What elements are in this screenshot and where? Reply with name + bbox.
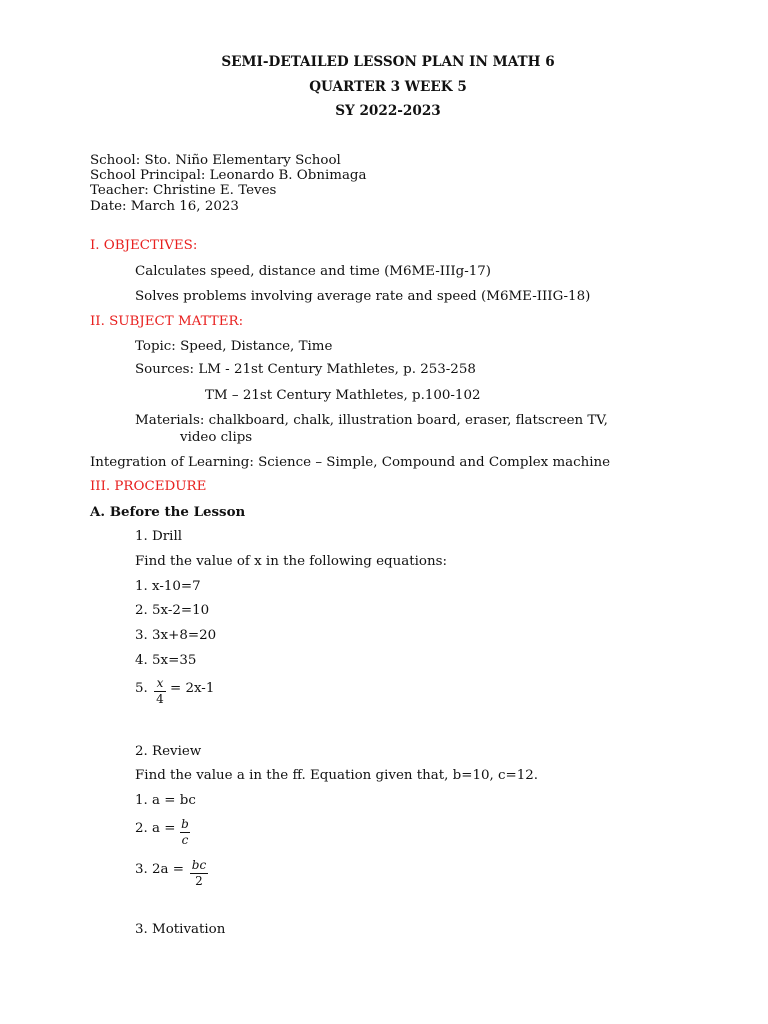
info-date: Date: March 16, 2023 [90,199,239,214]
drill-item-5-prefix: 5. [135,681,148,696]
subject-materials: Materials: chalkboard, chalk, illustration board, eraser, flatscreen TV, [135,413,608,428]
drill-item: 2. 5x-2=10 [135,603,210,618]
drill-item: 3. 3x+8=20 [135,628,217,643]
motivation-title: 3. Motivation [135,922,226,937]
subject-sources-tm: TM – 21st Century Mathletes, p.100-102 [205,388,481,403]
drill-instruction: Find the value of x in the following equations: [135,554,447,569]
review-item-3-prefix: 3. 2a = [135,862,185,877]
fraction-numerator: x [156,676,164,690]
procedure-heading: III. PROCEDURE [90,479,207,494]
fraction-denominator: 2 [195,874,203,888]
review-item-2-prefix: 2. a = [135,821,176,836]
subject-matter-heading: II. SUBJECT MATTER: [90,314,244,329]
drill-item: 4. 5x=35 [135,653,197,668]
objective-item: Solves problems involving average rate and speed (M6ME-IIIG-18) [135,289,591,304]
drill-item-5-fraction [154,677,166,705]
drill-item-5-rhs: = 2x-1 [170,681,215,696]
subject-sources-lm: Sources: LM - 21st Century Mathletes, p. 253-258 [135,362,476,377]
doc-quarter: QUARTER 3 WEEK 5 [309,79,467,95]
doc-title: SEMI-DETAILED LESSON PLAN IN MATH 6 [221,54,555,70]
subject-integration: Integration of Learning: Science – Simple, Compound and Complex machine [90,455,611,470]
info-teacher: Teacher: Christine E. Teves [90,183,277,198]
drill-title: 1. Drill [135,529,183,544]
review-instruction: Find the value a in the ff. Equation given that, b=10, c=12. [135,768,539,783]
fraction-numerator: b [181,817,189,831]
info-principal: School Principal: Leonardo B. Obnimaga [90,168,367,183]
objective-item: Calculates speed, distance and time (M6ME-IIIg-17) [135,264,492,279]
objectives-heading: I. OBJECTIVES: [90,238,198,253]
subject-topic: Topic: Speed, Distance, Time [135,339,333,354]
doc-school-year: SY 2022-2023 [335,103,441,119]
review-item-3-fraction [190,859,208,887]
before-lesson-heading: A. Before the Lesson [90,504,246,520]
review-item-2-fraction [180,818,190,846]
drill-item: 1. x-10=7 [135,579,201,594]
fraction-numerator: bc [191,858,207,872]
fraction-denominator: c [181,833,189,847]
fraction-denominator: 4 [156,692,164,706]
info-school: School: Sto. Niño Elementary School [90,153,341,168]
subject-materials-cont: video clips [180,430,253,445]
review-title: 2. Review [135,744,202,759]
review-item: 1. a = bc [135,793,196,808]
